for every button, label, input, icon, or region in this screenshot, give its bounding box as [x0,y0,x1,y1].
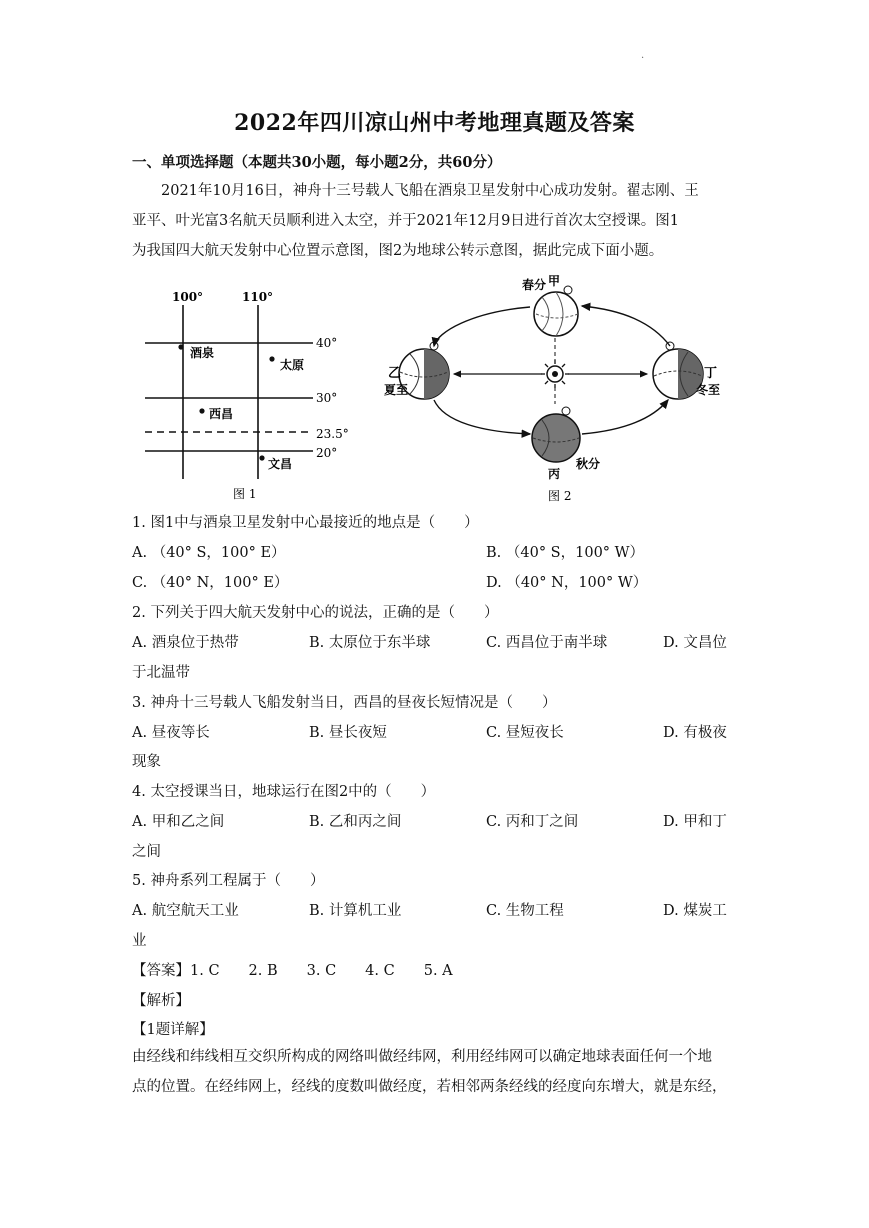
q4-option-d: D. 甲和丁 [663,814,727,830]
lon-label-100: 100° [172,290,204,304]
term-label-qiufen: 秋分 [576,457,601,471]
figure-2-orbit [382,272,722,508]
question-3-stem: 3. 神舟十三号载人飞船发射当日，西昌的昼夜长短情况是（ ） [132,695,557,711]
place-label-taiyuan: 太原 [280,358,305,372]
q3-option-b: B. 昼长夜短 [309,725,387,741]
position-label-yi: 乙 [388,366,402,381]
page-title: 2022年四川凉山州中考地理真题及答案 [234,110,635,136]
q5-option-b: B. 计算机工业 [309,903,402,919]
q4-option-a: A. 甲和乙之间 [132,814,225,830]
section-heading: 一、单项选择题（本题共30小题，每小题2分，共60分） [132,154,502,171]
detail-label: 【1题详解】 [132,1022,214,1038]
q2-option-c: C. 西昌位于南半球 [486,635,608,651]
q4-option-b: B. 乙和丙之间 [309,814,402,830]
q4-option-d-wrap: 之间 [132,844,161,860]
intro-line: 2021年10月16日，神舟十三号载人飞船在酒泉卫星发射中心成功发射。翟志刚、王 [132,183,699,199]
q2-option-d: D. 文昌位 [663,635,727,651]
q2-option-a: A. 酒泉位于热带 [132,635,239,651]
figure-2-caption: 图 2 [548,489,572,503]
q2-option-b: B. 太原位于东半球 [309,635,431,651]
q1-option-b: B. （40° S，100° W） [486,545,645,561]
analysis-label: 【解析】 [132,993,190,1009]
point-jiuquan [178,344,183,349]
position-label-jia: 甲 [548,274,561,288]
term-label-dongzhi: 冬至 [696,383,721,397]
question-1-stem: 1. 图1中与酒泉卫星发射中心最接近的地点是（ ） [132,515,479,531]
lat-label-20: 20° [316,446,338,460]
figure-1-caption: 图 1 [233,487,257,501]
question-2-stem: 2. 下列关于四大航天发射中心的说法，正确的是（ ） [132,605,499,621]
question-4-stem: 4. 太空授课当日，地球运行在图2中的（ ） [132,784,436,800]
q4-option-c: C. 丙和丁之间 [486,814,579,830]
place-label-xichang: 西昌 [209,407,234,421]
detail-line: 由经线和纬线相互交织所构成的网络叫做经纬网，利用经纬网可以确定地球表面任何一个地 [132,1049,712,1065]
lat-label-40: 40° [316,336,338,350]
q3-option-d-wrap: 现象 [132,754,161,770]
term-label-xiazhi: 夏至 [384,383,409,397]
q3-option-a: A. 昼夜等长 [132,725,210,741]
intro-line: 为我国四大航天发射中心位置示意图，图2为地球公转示意图，据此完成下面小题。 [132,243,664,259]
earth-bing [532,407,580,462]
q1-option-a: A. （40° S，100° E） [132,545,286,561]
intro-line: 亚平、叶光富3名航天员顺利进入太空，并于2021年12月9日进行首次太空授课。图1 [132,213,680,229]
place-label-jiuquan: 酒泉 [190,346,215,360]
q1-option-d: D. （40° N，100° W） [486,575,648,591]
intro-paragraph [132,176,744,266]
point-xichang [199,408,204,413]
q5-option-d-wrap: 业 [132,933,147,949]
earth-jia [534,286,578,336]
point-taiyuan [269,356,274,361]
q2-option-d-wrap: 于北温带 [132,665,190,681]
lat-label-23-5: 23.5° [316,427,349,441]
q5-option-a: A. 航空航天工业 [132,903,239,919]
top-mark: . [641,50,645,61]
question-5-stem: 5. 神舟系列工程属于（ ） [132,873,325,889]
q5-option-d: D. 煤炭工 [663,903,727,919]
position-label-ding: 丁 [704,366,718,381]
figure-1-map [140,283,365,505]
point-wenchang [259,455,264,460]
detail-paragraph [132,1042,744,1102]
lon-label-110: 110° [242,290,274,304]
sun-icon [541,360,569,388]
lat-label-30: 30° [316,391,338,405]
q3-option-d: D. 有极夜 [663,725,727,741]
term-label-chunfen: 春分 [522,278,547,292]
answer-line: 【答案】1. C 2. B 3. C 4. C 5. A [132,963,453,979]
position-label-bing: 丙 [548,467,561,481]
place-label-wenchang: 文昌 [268,457,293,471]
detail-line: 点的位置。在经纬网上，经线的度数叫做经度，若相邻两条经线的经度向东增大，就是东经， [132,1079,727,1095]
q1-option-c: C. （40° N，100° E） [132,575,289,591]
q3-option-c: C. 昼短夜长 [486,725,564,741]
q5-option-c: C. 生物工程 [486,903,564,919]
